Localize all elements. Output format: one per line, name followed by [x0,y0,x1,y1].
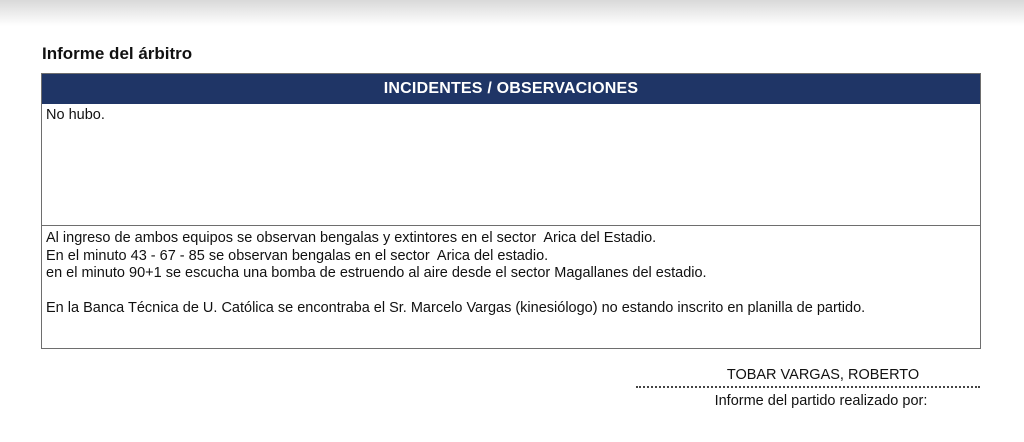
signature-caption: Informe del partido realizado por: [714,393,928,409]
referee-name: TOBAR VARGAS, ROBERTO [726,367,920,383]
observation-line: En el minuto 43 - 67 - 85 se observan bengalas en el sector Arica del estadio. [46,247,549,264]
observation-line: Al ingreso de ambos equipos se observan bengalas y extintores en el sector Arica del Estadio. [46,230,657,246]
top-shadow [0,0,1024,26]
incidents-section-first [42,104,980,226]
incidents-header-label: INCIDENTES / OBSERVACIONES [383,80,639,97]
observation-line: en el minuto 90+1 se escucha una bomba de estruendo al aire desde el sector Magallanes del estadio. [46,265,707,281]
incidents-first-text: No hubo. [46,107,105,123]
signature-line [636,386,980,388]
page-title: Informe del árbitro [42,44,193,63]
incidents-section-second [42,226,980,321]
paragraph-gap [46,283,976,300]
observation-line: En la Banca Técnica de U. Católica se encontraba el Sr. Marcelo Vargas (kinesiólogo) no estando inscrito en planilla de partido. [46,299,866,316]
signature-block [636,366,980,410]
incidents-header [42,74,980,104]
incidents-table [41,73,981,349]
